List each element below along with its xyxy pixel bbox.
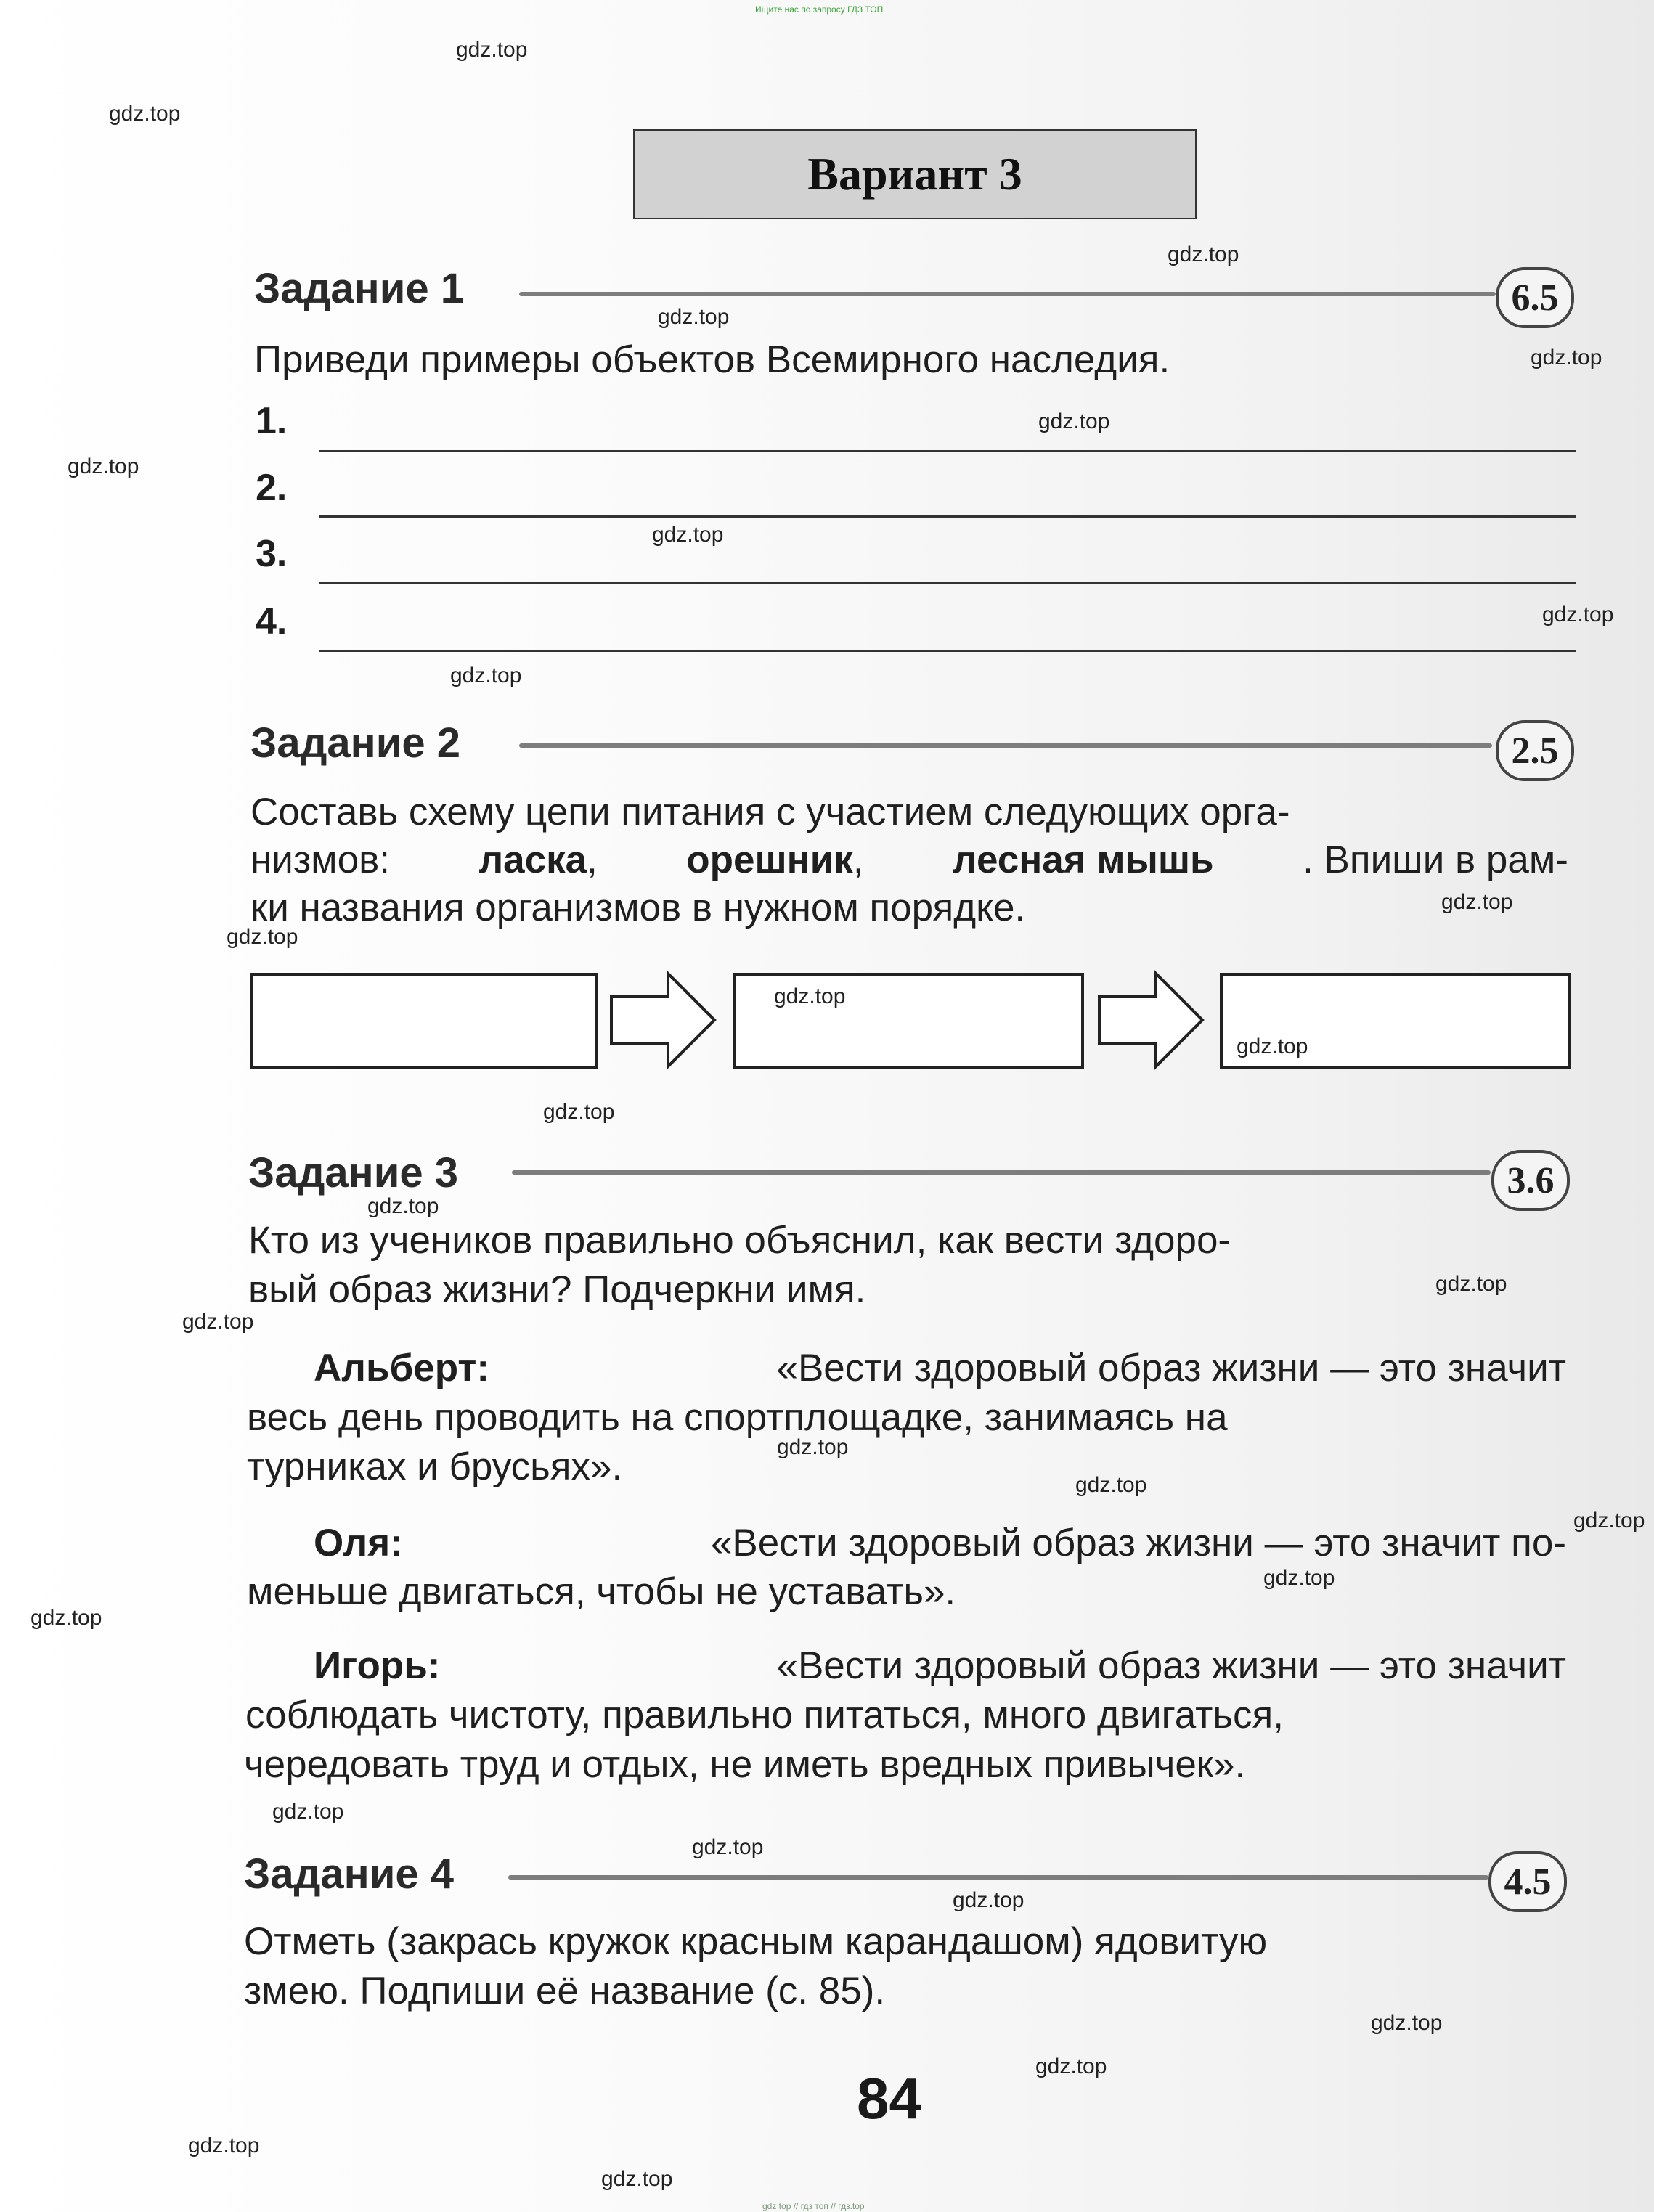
variant-title: Вариант 3 bbox=[633, 129, 1197, 219]
organism-hazel: орешник bbox=[686, 838, 853, 881]
task1-text: Приведи примеры объектов Всемирного наследия. bbox=[254, 338, 1170, 381]
watermark: gdz.top bbox=[1237, 1034, 1308, 1058]
task2-score-badge: 2.5 bbox=[1496, 720, 1574, 781]
olya-quote1: «Вести здоровый образ жизни — это значит по- bbox=[710, 1522, 1566, 1564]
watermark: gdz.top bbox=[1038, 409, 1110, 433]
watermark: gdz.top bbox=[601, 2167, 673, 2191]
watermark: gdz.top bbox=[1263, 1566, 1335, 1590]
task2-line2-start: низмов: bbox=[250, 838, 390, 881]
task3-rule bbox=[512, 1170, 1491, 1175]
food-chain-arrow-1-icon bbox=[608, 969, 717, 1071]
watermark: gdz.top bbox=[953, 1888, 1024, 1912]
header-note: Ищите нас по запросу ГДЗ ТОП bbox=[755, 4, 884, 15]
task3-score-badge: 3.6 bbox=[1491, 1150, 1570, 1211]
answer-number-1: 1. bbox=[256, 400, 288, 442]
igor-quote3: чередовать труд и отдых, не иметь вредных привычек». bbox=[244, 1743, 1246, 1786]
answer-number-2: 2. bbox=[256, 467, 288, 509]
watermark: gdz.top bbox=[1531, 346, 1602, 370]
task4-title: Задание 4 bbox=[244, 1850, 454, 1898]
watermark: gdz.top bbox=[456, 38, 528, 62]
task2-line3-text: ки названия организмов в нужном порядке. bbox=[250, 886, 1026, 929]
watermark: gdz.top bbox=[543, 1100, 615, 1124]
task4-text1: Отметь (закрась кружок красным карандашом) ядовитую bbox=[244, 1920, 1268, 1963]
footer-note: gdz top // гдз топ // гдз.top bbox=[762, 2201, 865, 2211]
answer-line-2[interactable] bbox=[319, 515, 1576, 518]
task2-title: Задание 2 bbox=[250, 719, 460, 767]
task2-line1-text: Составь схему цепи питания с участием следующих орга- bbox=[250, 791, 1290, 833]
igor-quote1: «Вести здоровый образ жизни — это значит bbox=[776, 1644, 1566, 1687]
olya-line1 bbox=[314, 1519, 1566, 1567]
albert-quote2: весь день проводить на спортплощадке, занимаясь на bbox=[247, 1396, 1228, 1439]
watermark: gdz.top bbox=[227, 925, 298, 949]
igor-line3 bbox=[244, 1741, 1566, 1789]
albert-line2 bbox=[247, 1394, 1566, 1442]
task2-line3 bbox=[250, 884, 1260, 932]
task2-line2-end: . Впиши в рам- bbox=[1303, 838, 1568, 881]
student-name-olya[interactable]: Оля: bbox=[314, 1522, 403, 1564]
task1-title: Задание 1 bbox=[254, 265, 464, 312]
watermark: gdz.top bbox=[652, 523, 724, 547]
task3-intro2: вый образ жизни? Подчеркни имя. bbox=[248, 1268, 866, 1311]
task1-score-badge: 6.5 bbox=[1496, 267, 1574, 328]
watermark: gdz.top bbox=[450, 664, 522, 687]
answer-number-4: 4. bbox=[256, 600, 288, 642]
watermark: gdz.top bbox=[1075, 1473, 1147, 1497]
watermark: gdz.top bbox=[272, 1800, 344, 1824]
igor-line1 bbox=[314, 1642, 1566, 1690]
watermark: gdz.top bbox=[1441, 890, 1513, 914]
answer-number-3: 3. bbox=[256, 533, 288, 575]
watermark: gdz.top bbox=[1035, 2054, 1107, 2078]
igor-quote2: соблюдать чистоту, правильно питаться, много двигаться, bbox=[245, 1694, 1284, 1736]
task3-title: Задание 3 bbox=[248, 1149, 458, 1196]
watermark: gdz.top bbox=[367, 1194, 439, 1218]
albert-quote1: «Вести здоровый образ жизни — это значит bbox=[776, 1347, 1566, 1389]
task3-intro-line1 bbox=[248, 1217, 1566, 1265]
comma: , bbox=[587, 838, 598, 881]
task2-line1 bbox=[250, 788, 1568, 836]
task3-intro1: Кто из учеников правильно объяснил, как вести здоро- bbox=[248, 1219, 1231, 1262]
organism-wood-mouse: лесная мышь bbox=[953, 838, 1214, 881]
watermark: gdz.top bbox=[30, 1606, 102, 1630]
albert-quote3: турниках и брусьях». bbox=[247, 1445, 623, 1488]
watermark: gdz.top bbox=[774, 984, 846, 1008]
comma: , bbox=[852, 838, 864, 881]
answer-line-1[interactable] bbox=[319, 450, 1576, 452]
igor-line2 bbox=[245, 1691, 1566, 1739]
task4-line1 bbox=[244, 1918, 1566, 1966]
olya-quote2: меньше двигаться, чтобы не уставать». bbox=[247, 1570, 956, 1613]
task4-score-badge: 4.5 bbox=[1488, 1851, 1567, 1912]
watermark: gdz.top bbox=[1435, 1272, 1507, 1296]
organism-weasel: ласка bbox=[478, 838, 587, 881]
watermark: gdz.top bbox=[692, 1835, 764, 1859]
watermark: gdz.top bbox=[188, 2134, 260, 2158]
watermark: gdz.top bbox=[109, 102, 181, 126]
page-number: 84 bbox=[857, 2066, 921, 2131]
watermark: gdz.top bbox=[1168, 242, 1239, 266]
watermark: gdz.top bbox=[658, 305, 730, 329]
albert-line1 bbox=[314, 1344, 1566, 1392]
watermark: gdz.top bbox=[1573, 1509, 1645, 1533]
task2-rule bbox=[519, 743, 1492, 748]
answer-line-3[interactable] bbox=[319, 582, 1576, 584]
watermark: gdz.top bbox=[777, 1435, 849, 1459]
task4-rule bbox=[508, 1875, 1488, 1880]
task2-line2 bbox=[250, 836, 1568, 884]
food-chain-box-1[interactable] bbox=[250, 973, 598, 1069]
watermark: gdz.top bbox=[1371, 2011, 1443, 2035]
watermark: gdz.top bbox=[68, 454, 139, 478]
food-chain-arrow-2-icon bbox=[1096, 969, 1205, 1071]
watermark: gdz.top bbox=[1542, 603, 1614, 627]
task1-rule bbox=[519, 292, 1496, 296]
task4-text2: змею. Подпиши её название (с. 85). bbox=[244, 1970, 886, 2012]
answer-line-4[interactable] bbox=[319, 650, 1576, 652]
watermark: gdz.top bbox=[182, 1310, 254, 1334]
student-name-albert[interactable]: Альберт: bbox=[314, 1347, 490, 1389]
student-name-igor[interactable]: Игорь: bbox=[314, 1644, 441, 1687]
